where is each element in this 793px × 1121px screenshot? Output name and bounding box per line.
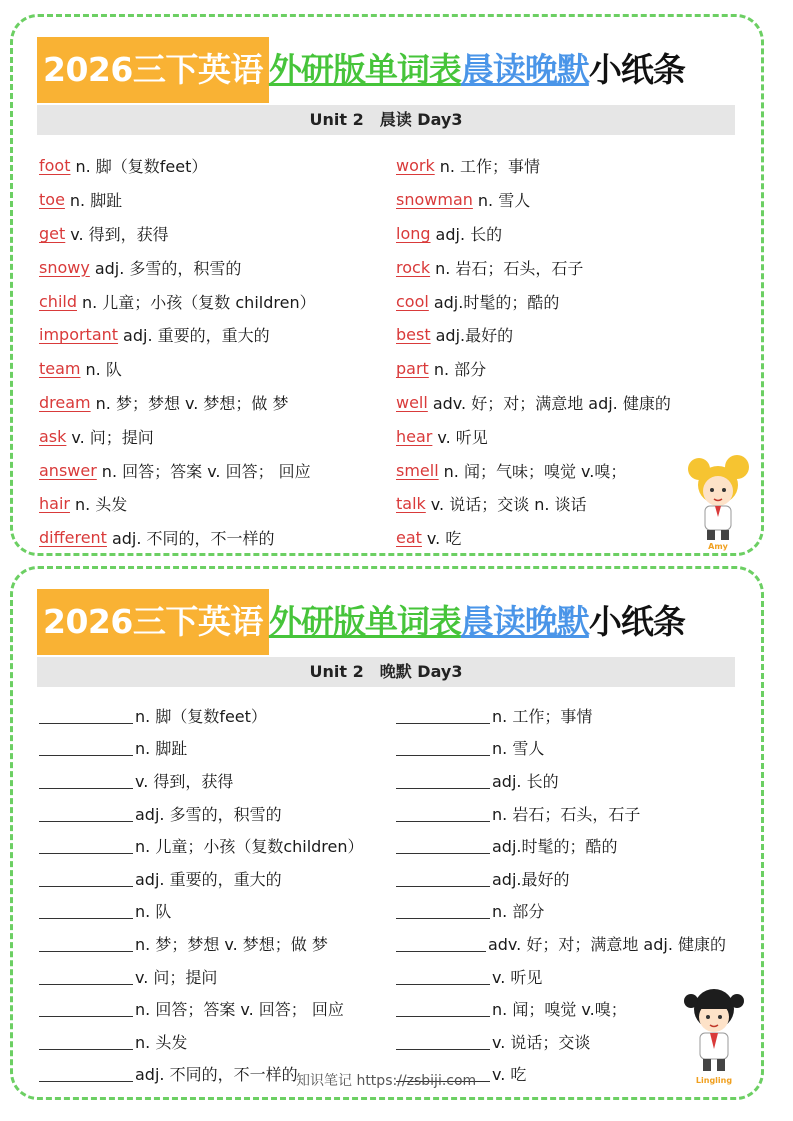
answer-blank-line[interactable]: [39, 1033, 133, 1050]
dictation-row: [39, 927, 389, 960]
word-meaning: v. 说话；交谈: [492, 1032, 591, 1052]
girl-avatar-icon: [685, 455, 751, 551]
dictation-row: [39, 992, 389, 1025]
word-row: [396, 386, 726, 420]
dictation-row: [396, 960, 726, 993]
word-meaning: n. 工作；事情: [439, 157, 541, 177]
dictation-column-right: [396, 699, 726, 1090]
word-meaning: adj. 重要的，重大的: [123, 326, 270, 346]
word-meaning: n. 雪人: [492, 739, 545, 759]
answer-blank-line[interactable]: [39, 805, 133, 822]
vocab-word: toe: [39, 190, 65, 210]
dictation-row: [396, 764, 726, 797]
word-meaning: n. 脚趾: [135, 739, 188, 759]
answer-blank-line[interactable]: [396, 935, 486, 952]
word-meaning: adv. 好；对；满意地 adj. 健康的: [487, 934, 726, 954]
vocab-word: hear: [396, 426, 433, 446]
vocab-word: answer: [39, 460, 97, 480]
word-row: [39, 521, 389, 555]
word-meaning: v. 听见: [437, 427, 488, 447]
vocab-word: smell: [396, 460, 439, 480]
dictation-row: [396, 732, 726, 765]
answer-blank-line[interactable]: [396, 837, 490, 854]
answer-blank-line[interactable]: [396, 805, 490, 822]
answer-blank-line[interactable]: [39, 935, 133, 952]
answer-blank-line[interactable]: [396, 707, 490, 724]
dictation-row: [396, 829, 726, 862]
word-row: [396, 352, 726, 386]
answer-blank-line[interactable]: [396, 902, 490, 919]
word-meaning: n. 队: [85, 360, 122, 380]
word-row: [396, 183, 726, 217]
word-meaning: n. 队: [135, 902, 172, 922]
word-row: [39, 183, 389, 217]
word-row: [396, 149, 726, 183]
word-meaning: adj. 不同的，不一样的: [111, 529, 275, 549]
dictation-row: [396, 992, 726, 1025]
title-note: 小纸条: [588, 50, 685, 89]
vocab-word: part: [396, 359, 429, 379]
word-row: [39, 318, 389, 352]
dictation-row: [396, 1025, 726, 1058]
word-row: [396, 453, 726, 487]
word-row: [39, 453, 389, 487]
answer-blank-line[interactable]: [396, 968, 490, 985]
word-meaning: adj. 多雪的，积雪的: [94, 258, 242, 278]
avatar-name: Lingling: [695, 1076, 733, 1085]
word-row: [39, 419, 389, 453]
word-row: [396, 521, 726, 555]
word-row: [396, 487, 726, 521]
answer-blank-line[interactable]: [396, 1033, 490, 1050]
word-meaning: n. 儿童；小孩（复数children）: [135, 837, 364, 857]
vocab-word: get: [39, 223, 66, 243]
avatar-name: Amy: [708, 542, 728, 551]
vocab-word: well: [396, 392, 428, 412]
dictation-row: [39, 895, 389, 928]
dictation-row: [39, 862, 389, 895]
vocab-word: talk: [396, 494, 426, 514]
answer-blank-line[interactable]: [39, 968, 133, 985]
word-meaning: n. 雪人: [477, 191, 531, 211]
word-meaning: adj.最好的: [435, 326, 514, 346]
word-row: [39, 250, 389, 284]
word-meaning: adj. 重要的，重大的: [135, 869, 282, 889]
vocab-word: foot: [39, 156, 71, 176]
answer-blank-line[interactable]: [39, 739, 133, 756]
unit-bar: Unit 2 晨读 Day3: [37, 105, 735, 135]
answer-blank-line[interactable]: [39, 1000, 133, 1017]
word-meaning: adj. 长的: [492, 771, 559, 791]
title-wordlist: 外研版单词表: [268, 602, 461, 641]
word-meaning: v. 得到，获得: [70, 224, 169, 244]
vocab-word: ask: [39, 426, 67, 446]
title-morning-evening: 晨读晚默: [460, 602, 589, 641]
answer-blank-line[interactable]: [39, 902, 133, 919]
word-row: [39, 149, 389, 183]
word-meaning: adj.时髦的；酷的: [433, 292, 560, 312]
dictation-row: [39, 732, 389, 765]
word-row: [396, 217, 726, 251]
word-meaning: v. 说话；交谈 n. 谈话: [430, 495, 587, 515]
title-year-grade: 2026三下英语: [37, 37, 269, 103]
word-meaning: adj.最好的: [492, 869, 570, 889]
dictation-column-left: [39, 699, 389, 1090]
word-meaning: n. 梦；梦想 v. 梦想；做 梦: [135, 934, 328, 954]
word-meaning: n. 梦；梦想 v. 梦想；做 梦: [95, 393, 289, 413]
card-title: [37, 37, 685, 103]
vocab-word: different: [39, 528, 107, 548]
word-meaning: n. 头发: [135, 1032, 188, 1052]
dictation-row: [39, 960, 389, 993]
dictation-row: [39, 797, 389, 830]
word-meaning: n. 回答；答案 v. 回答； 回应: [101, 461, 311, 481]
word-row: [39, 487, 389, 521]
word-meaning: n. 头发: [74, 495, 128, 515]
word-meaning: adj. 多雪的，积雪的: [135, 804, 282, 824]
watermark: 知识笔记 https://zsbiji.com: [296, 1073, 477, 1089]
word-row: [39, 386, 389, 420]
title-year-grade: 2026三下英语: [37, 589, 269, 655]
word-meaning: n. 部分: [492, 902, 545, 922]
dictation-row: [396, 797, 726, 830]
word-row: [396, 250, 726, 284]
vocab-word: work: [396, 156, 435, 176]
word-row: [39, 352, 389, 386]
word-column-left: [39, 149, 389, 555]
evening-dictation-card: [10, 566, 764, 1100]
unit-bar: Unit 2 晚默 Day3: [37, 657, 735, 687]
word-meaning: n. 脚趾: [69, 191, 123, 211]
answer-blank-line[interactable]: [396, 772, 490, 789]
title-wordlist: 外研版单词表: [268, 50, 461, 89]
word-meaning: v. 问；提问: [71, 427, 154, 447]
vocab-word: eat: [396, 528, 422, 548]
girl-avatar-icon: [681, 983, 747, 1085]
word-meaning: n. 部分: [433, 360, 487, 380]
vocab-word: snowy: [39, 257, 90, 277]
vocab-word: dream: [39, 392, 91, 412]
dictation-row: [396, 927, 726, 960]
dictation-row: [39, 699, 389, 732]
word-meaning: n. 工作；事情: [492, 706, 593, 726]
morning-reading-card: [10, 14, 764, 556]
vocab-word: cool: [396, 291, 429, 311]
dictation-row: [39, 1025, 389, 1058]
vocab-word: hair: [39, 494, 70, 514]
word-meaning: adv. 好；对；满意地 adj. 健康的: [432, 393, 671, 413]
word-meaning: n. 脚（复数feet）: [75, 157, 208, 177]
answer-blank-line[interactable]: [396, 739, 490, 756]
word-meaning: adj. 长的: [435, 224, 503, 244]
word-row: [39, 217, 389, 251]
answer-blank-line[interactable]: [396, 1000, 490, 1017]
vocab-word: rock: [396, 257, 431, 277]
dictation-row: [396, 895, 726, 928]
answer-blank-line[interactable]: [39, 772, 133, 789]
word-meaning: adj.时髦的；酷的: [492, 837, 618, 857]
word-meaning: v. 得到，获得: [135, 771, 234, 791]
word-meaning: v. 吃: [492, 1065, 527, 1085]
answer-blank-line[interactable]: [39, 870, 133, 887]
vocab-word: important: [39, 325, 119, 345]
vocab-word: team: [39, 359, 81, 379]
title-note: 小纸条: [588, 602, 685, 641]
dictation-row: [396, 699, 726, 732]
answer-blank-line[interactable]: [396, 870, 490, 887]
word-meaning: v. 问；提问: [135, 967, 218, 987]
word-row: [396, 318, 726, 352]
answer-blank-line[interactable]: [39, 1065, 133, 1082]
title-morning-evening: 晨读晚默: [460, 50, 589, 89]
word-row: [39, 284, 389, 318]
word-row: [396, 284, 726, 318]
word-row: [396, 419, 726, 453]
word-meaning: n. 脚（复数feet）: [135, 706, 267, 726]
word-column-right: [396, 149, 726, 555]
word-meaning: n. 回答；答案 v. 回答； 回应: [135, 1000, 344, 1020]
vocab-word: long: [396, 223, 431, 243]
word-meaning: n. 岩石；石头，石子: [492, 804, 641, 824]
card-title: [37, 589, 685, 655]
word-meaning: n. 儿童；小孩（复数 children）: [81, 292, 316, 312]
word-meaning: n. 岩石；石头，石子: [435, 258, 584, 278]
dictation-row: [39, 764, 389, 797]
vocab-word: snowman: [396, 190, 473, 210]
answer-blank-line[interactable]: [39, 837, 133, 854]
vocab-word: child: [39, 291, 77, 311]
word-meaning: n. 闻；嗅觉 v.嗅；: [492, 1000, 627, 1020]
dictation-row: [396, 862, 726, 895]
word-meaning: n. 闻；气味；嗅觉 v.嗅；: [443, 461, 627, 481]
dictation-row: [39, 829, 389, 862]
word-meaning: v. 吃: [426, 529, 462, 549]
vocab-word: best: [396, 325, 431, 345]
word-meaning: v. 听见: [492, 967, 543, 987]
answer-blank-line[interactable]: [39, 707, 133, 724]
word-meaning: adj. 不同的，不一样的: [135, 1065, 298, 1085]
